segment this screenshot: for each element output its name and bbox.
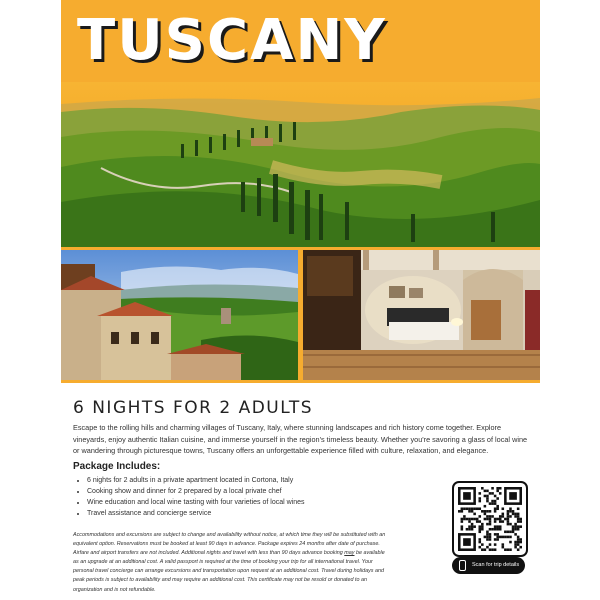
hero-landscape-image [61,82,540,247]
package-heading: Package Includes: [73,461,161,472]
phone-icon [459,560,466,571]
fine-print [73,531,391,595]
fine-print-text: Accommodations and excursions are subject to change and availability without notice, at which time they will be substituted with an equivalent option. Reservations must be booked at least 90 days in advance. Package expires 24 months after date of purchase. Airfare and airport transfers are not included. Additional nights and travel with less than 90 days advance booking [73,532,386,557]
offer-description: Escape to the rolling hills and charming villages of Tuscany, Italy, where stunning landscapes and rich history come together. Explore vineyards, enjoy authentic Italian cuisine, and immerse yourself in the region's timeless beauty. Whether you're savoring a glass of local wine or wandering through picturesque towns, Tuscany offers an unforgettable experience filled with culture, relaxation, and elegance. [73,423,528,456]
package-item: • Travel assistance and concierge service [87,508,305,519]
flyer [61,0,540,600]
package-item: • 6 nights for 2 adults in a private apartment located in Cortona, Italy [87,475,305,486]
fine-print-text: be available as an upgrade at an additional cost. A valid passport is required at the time of booking your trip for all international travel. Your personal travel concierge can arrange excursions and transportation upon request at an additional cost. Travel during holidays and peak periods is subject to availability and may require an additional cost. This certificate may not be resold or donated to an organization and is not refundable. [73,550,385,593]
qr-code[interactable] [452,481,528,557]
scan-label: Scan for trip details [472,562,520,568]
fine-print-emphasis: may [344,550,355,557]
scan-trip-details-button[interactable] [452,557,525,574]
package-item: • Wine education and local wine tasting with four varieties of local wines [87,497,305,508]
package-list [73,475,305,519]
package-item: • Cooking show and dinner for 2 prepared by a local private chef [87,486,305,497]
page-title: TUSCANY [77,8,387,73]
bedroom-image [303,250,540,380]
village-image [61,250,298,380]
offer-subtitle: 6 NIGHTS FOR 2 ADULTS [73,398,314,418]
title-banner [61,0,540,82]
